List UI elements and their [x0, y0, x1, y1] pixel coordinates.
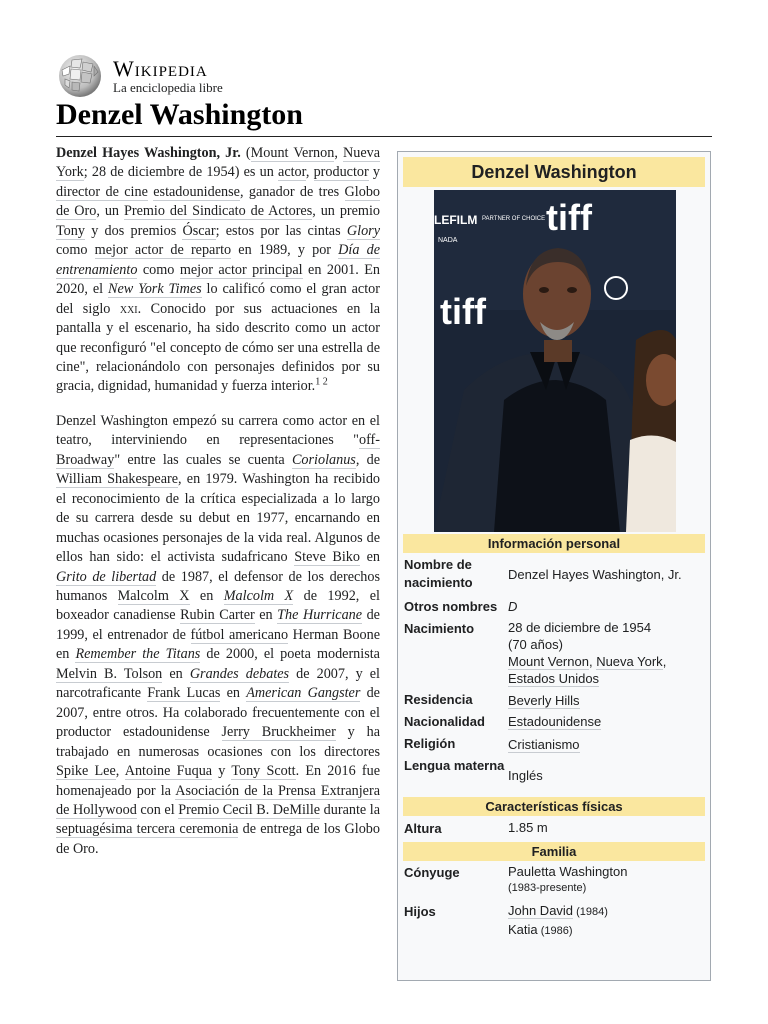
tiff-logo-top: tiff — [546, 197, 592, 238]
link-new-york-times[interactable]: New York Times — [107, 281, 202, 298]
link-director[interactable]: director de cine — [56, 183, 148, 200]
page-title: Denzel Washington — [56, 96, 712, 137]
link-mount-vernon[interactable]: Mount Vernon — [250, 145, 335, 161]
site-tagline: La enciclopedia libre — [113, 80, 223, 95]
link-oscar[interactable]: Óscar — [182, 222, 216, 239]
sponsor-text: LEFILM — [434, 213, 478, 227]
text: . En 2016 fue homenajeado por la — [56, 763, 380, 799]
paragraph-intro — [56, 144, 380, 397]
link-john-david[interactable]: John David — [508, 903, 574, 918]
value-religion — [508, 736, 708, 753]
label-residence: Residencia — [404, 692, 473, 707]
subject-name: Denzel Hayes Washington, Jr. — [56, 145, 241, 161]
link-productor[interactable]: productor — [313, 164, 369, 181]
text: de 2007, y el narcotraficante — [56, 665, 380, 702]
link-glory[interactable]: Glory — [346, 222, 380, 239]
text: y dos premios — [84, 222, 183, 239]
link-melvin-tolson[interactable]: Melvin B. Tolson — [56, 665, 163, 682]
text: en — [189, 587, 224, 604]
link-mejor-actor-principal[interactable]: mejor actor principal — [179, 261, 303, 278]
text: y ha trabajado en numerosas ocasiones con los directores — [56, 724, 380, 760]
value-spouse — [508, 863, 708, 897]
link-grito-de-libertad[interactable]: Grito de libertad — [56, 568, 157, 585]
text: ; estos por las cintas — [215, 222, 347, 239]
link-asociacion-prensa[interactable]: Asociación de la Prensa Extranjera de Hollywood — [56, 782, 380, 818]
link-the-hurricane[interactable]: The Hurricane — [277, 607, 363, 624]
link-malcolm-x[interactable]: Malcolm X — [117, 587, 190, 604]
link-globo-de-oro[interactable]: Globo de Oro — [56, 183, 380, 220]
link-tony-scott[interactable]: Tony Scott — [231, 763, 296, 780]
text: , — [662, 654, 667, 669]
label-native-language: Lengua materna — [404, 758, 505, 773]
text: . Conocido por sus actuaciones en la pantalla y el escenario, ha sido descrito como un actor que reconfiguró "el concepto de cómo ser una estrella de cine", relacionándolo con personajes definidos por su gracia, dignidad, humanidad y fuerza interior. — [56, 300, 380, 395]
link-antoine-fuqua[interactable]: Antoine Fuqua — [124, 763, 213, 780]
link-cristianismo[interactable]: Cristianismo — [508, 737, 580, 752]
link-frank-lucas[interactable]: Frank Lucas — [147, 685, 221, 702]
text: lo calificó como el gran actor del siglo — [56, 281, 380, 317]
text: Denzel Washington empezó su carrera como actor en el teatro, interviniendo en representaciones " — [56, 412, 380, 449]
child-2 — [508, 921, 708, 940]
reference-1[interactable]: 1 — [315, 376, 321, 388]
child-1-year: (1984) — [573, 906, 608, 918]
text: y — [368, 164, 381, 181]
link-coriolanus[interactable]: Coriolanus — [291, 451, 356, 468]
value-nationality — [508, 713, 708, 730]
link-septuagesima-ceremonia[interactable]: septuagésima tercera ceremonia — [56, 821, 239, 838]
value-birth — [508, 619, 708, 687]
value-other-names: D — [508, 599, 518, 614]
link-birth-mount-vernon[interactable]: Mount Vernon — [508, 654, 589, 669]
link-spike-lee[interactable]: Spike Lee — [56, 763, 116, 780]
link-remember-the-titans[interactable]: Remember the Titans — [75, 646, 201, 663]
text: de 1987, el defensor de los derechos humanos — [56, 568, 381, 604]
link-malcolm-x-film[interactable]: Malcolm X — [223, 587, 294, 604]
link-william-shakespeare[interactable]: William Shakespeare — [56, 471, 179, 488]
text: " entre las cuales se cuenta — [114, 451, 292, 468]
link-tony[interactable]: Tony — [56, 222, 85, 239]
text: ( — [240, 145, 251, 161]
value-children — [508, 902, 708, 940]
sponsor-country-text: NADA — [438, 237, 458, 244]
label-religion: Religión — [404, 736, 456, 751]
section-family: Familia — [403, 842, 705, 861]
link-jerry-bruckheimer[interactable]: Jerry Bruckheimer — [221, 724, 336, 741]
text: con el — [136, 801, 179, 818]
reference-2[interactable]: 2 — [322, 376, 328, 388]
text: en — [254, 607, 278, 624]
link-rubin-carter[interactable]: Rubin Carter — [180, 607, 255, 624]
article-body — [56, 144, 380, 874]
text: Herman Boone en — [56, 626, 380, 663]
link-grandes-debates[interactable]: Grandes debates — [189, 665, 290, 682]
label-other-names: Otros nombres — [404, 599, 498, 614]
text: como — [56, 242, 95, 259]
text: , — [588, 654, 597, 669]
text: durante la — [320, 801, 380, 818]
text: , un — [96, 203, 124, 220]
birth-country — [508, 670, 708, 687]
text: , un premio — [312, 203, 381, 220]
link-actor[interactable]: actor — [278, 164, 306, 181]
birth-age: (70 años) — [508, 637, 563, 652]
link-off-broadway[interactable]: off-Broadway — [56, 432, 380, 468]
section-physical: Características físicas — [403, 797, 705, 816]
label-nationality: Nacionalidad — [404, 714, 485, 729]
text: en — [359, 549, 380, 566]
text: , de — [355, 451, 380, 468]
text: y — [212, 763, 232, 780]
text: en — [220, 685, 247, 702]
birth-date: 28 de diciembre de 1954 — [508, 620, 652, 635]
text: , — [305, 164, 314, 181]
text: de 1992, el boxeador canadiense — [56, 587, 380, 624]
spouse-years: (1983-presente) — [508, 882, 587, 894]
label-children: Hijos — [404, 904, 436, 919]
link-american-gangster[interactable]: American Gangster — [246, 685, 361, 702]
link-premio-sindicato[interactable]: Premio del Sindicato de Actores — [123, 203, 313, 220]
label-birth: Nacimiento — [404, 621, 475, 636]
link-beverly-hills[interactable]: Beverly Hills — [508, 693, 580, 708]
text: en 2001. En 2020, el — [56, 261, 381, 298]
text: de entrega de los Globo de Oro. — [56, 821, 380, 857]
paragraph-career — [56, 412, 380, 859]
link-estadounidense[interactable]: estadounidense — [153, 183, 240, 200]
infobox — [397, 151, 711, 981]
birth-place — [508, 653, 708, 670]
sponsor-sub-text: PARTNER OF CHOICE — [482, 216, 546, 222]
link-premio-cecil-demille[interactable]: Premio Cecil B. DeMille — [178, 801, 321, 818]
text: en — [162, 665, 190, 682]
value-height: 1.85 m — [508, 820, 548, 835]
text: en 1989, y por — [231, 242, 339, 259]
wikipedia-globe-icon[interactable] — [56, 54, 104, 98]
value-native-language: Inglés — [508, 768, 543, 783]
link-nueva-york[interactable]: Nueva York — [56, 145, 381, 181]
link-dia-de-entrenamiento[interactable]: Día de entrenamiento — [56, 242, 380, 278]
text: , — [115, 763, 125, 780]
text: como — [137, 261, 180, 278]
spouse-name: Pauletta Washington — [508, 864, 628, 879]
tiff-logo-left: tiff — [440, 291, 486, 332]
link-steve-biko[interactable]: Steve Biko — [294, 549, 360, 566]
value-birth-name: Denzel Hayes Washington, Jr. — [508, 567, 682, 582]
section-personal-info: Información personal — [403, 534, 705, 553]
text: ; 28 de diciembre de 1954) es un — [83, 164, 279, 181]
portrait-photo[interactable] — [434, 190, 676, 532]
link-mejor-actor-reparto[interactable]: mejor actor de reparto — [94, 242, 232, 259]
value-residence — [508, 692, 708, 709]
text: de 2007, entre otros. Ha colaborado frecuentemente con el productor estadounidense — [56, 685, 380, 741]
text: , en 1979. Washington ha recibido el reconocimiento de la crítica especializada a lo largo de su carrera desde su debut en 1977, encarnando en muchas ocasiones personajes de la vida real. Algunos de ellos han sido: el activista sudafricano — [56, 471, 381, 566]
link-estadounidense-nationality[interactable]: Estadounidense — [508, 714, 602, 729]
wikipedia-wordmark[interactable]: Wikipedia — [113, 56, 208, 81]
site-header — [56, 54, 712, 98]
text: de 2000, el poeta modernista — [200, 646, 380, 663]
label-spouse: Cónyuge — [404, 865, 460, 880]
link-futbol-americano[interactable]: fútbol americano — [190, 626, 289, 643]
child-1 — [508, 902, 708, 921]
link-estados-unidos[interactable]: Estados Unidos — [508, 671, 600, 686]
text: de 1999, el entrenador de — [56, 607, 380, 643]
label-height: Altura — [404, 821, 442, 836]
century-numeral: xxi — [119, 300, 138, 317]
link-birth-nueva-york[interactable]: Nueva York — [596, 654, 663, 669]
portrait-illustration — [434, 190, 676, 532]
label-birth-name: Nombre de nacimiento — [404, 557, 473, 590]
child-2-name: Katia — [508, 922, 538, 937]
infobox-title: Denzel Washington — [403, 157, 705, 187]
text: , ganador de tres — [239, 183, 345, 200]
text: , — [334, 145, 343, 161]
child-2-year: (1986) — [537, 925, 573, 937]
